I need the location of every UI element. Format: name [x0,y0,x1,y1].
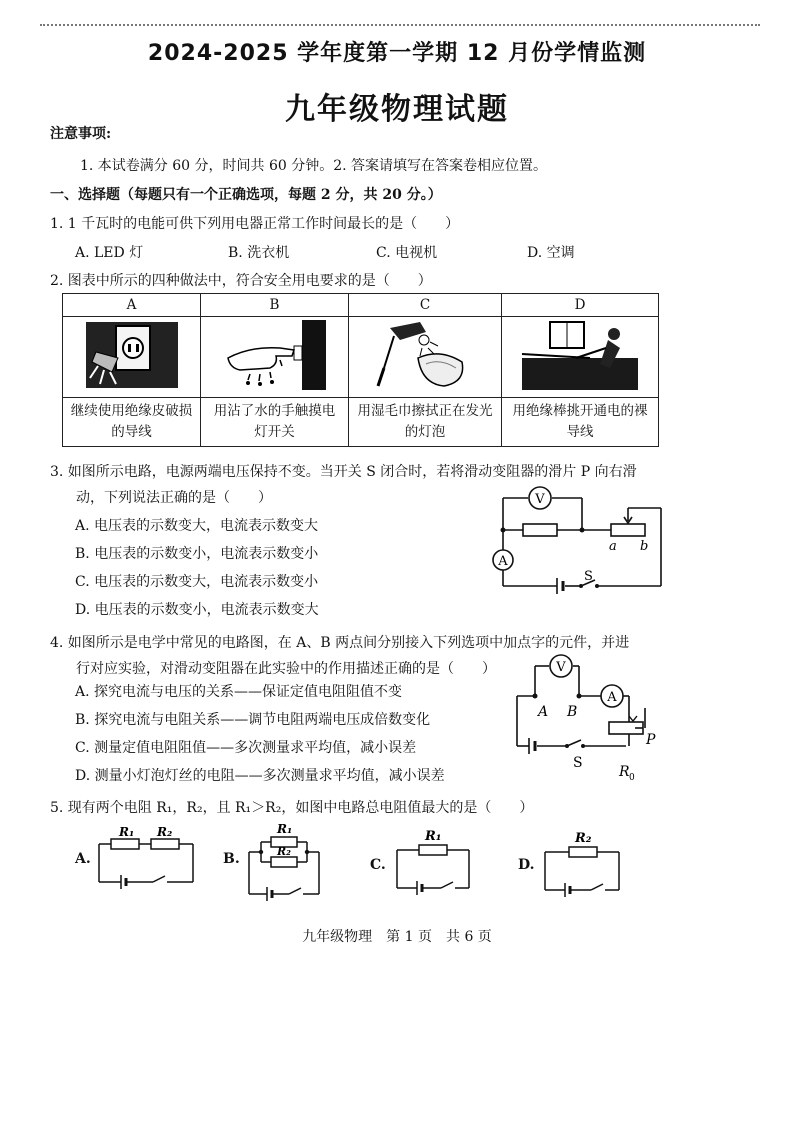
q2-caption-a: 继续使用绝缘皮破损 的导线 [63,398,201,447]
q5-option-c-label: C. [370,857,386,873]
notes-heading: 注意事项: [50,126,112,142]
q3-option-d: D. 电压表的示数变小，电流表示数变大 [75,602,319,618]
q5-option-d-label: D. [518,857,535,873]
q1-stem: 1. 1 千瓦时的电能可供下列用电器正常工作时间最长的是（ ） [50,216,460,232]
voltmeter-label: V [556,660,566,675]
q2-col-c: C [349,294,502,317]
q2-col-b: B [201,294,349,317]
q4-circuit-diagram [505,652,665,782]
q2-caption-d: 用绝缘棒挑开通电的裸 导线 [502,398,659,447]
q1-option-d: D. 空调 [527,245,575,261]
q5-option-b-label: B. [223,851,240,867]
q4-option-a: A. 探究电流与电压的关系——保证定值电阻阻值不变 [75,684,403,700]
q4-option-b: B. 探究电流与电阻关系——调节电阻两端电压成倍数变化 [75,712,431,728]
q4-stem-line2: 行对应实验，对滑动变阻器在此实验中的作用描述正确的是（ ） [76,661,496,677]
q5-option-a-label: A. [75,851,91,867]
q3-option-a: A. 电压表的示数变大，电流表示数变大 [75,518,319,534]
notes-text: 1. 本试卷满分 60 分，时间共 60 分钟。2. 答案请填写在答案卷相应位置。 [80,158,548,174]
q3-stem-line2: 动，下列说法正确的是（ ） [76,490,272,506]
q2-table [62,293,659,447]
wet-towel-bulb-illustration [370,318,480,392]
section1-heading: 一、选择题（每题只有一个正确选项，每题 2 分，共 20 分。） [50,187,442,203]
r0-subscript: 0 [629,773,635,782]
r1-label: R₁ [277,822,293,836]
r2-label: R₂ [575,831,592,846]
q2-caption-b: 用沾了水的手触摸电 灯开关 [201,398,349,447]
q2-image-b [201,317,349,398]
r2-label: R₂ [157,825,173,839]
wet-hand-switch-illustration [220,318,330,392]
q3-option-c: C. 电压表的示数变大，电流表示数变小 [75,574,319,590]
q2-image-a [63,317,201,398]
scan-edge-line [40,24,760,26]
r1-label: R₁ [425,829,442,844]
point-a-label: A [538,704,549,720]
q4-stem-line1: 4. 如图所示是电学中常见的电路图，在 A、B 两点间分别接入下列选项中加点字的元件，并进 [50,635,630,651]
q5-circuit-a [95,822,200,892]
q2-image-c [349,317,502,398]
rheostat-end-a: a [609,539,617,554]
insulated-rod-wire-illustration [520,318,640,392]
q1-option-a: A. LED 灯 [75,245,144,261]
r1-label: R₁ [119,825,135,839]
rheostat-end-b: b [640,539,649,554]
exam-title: 2024-2025 学年度第一学期 12 月份学情监测 [147,41,647,66]
q2-col-a: A [63,294,201,317]
ammeter-label: A [498,554,508,569]
q1-option-c: C. 电视机 [376,245,438,261]
q3-option-b: B. 电压表的示数变小，电流表示数变小 [75,546,319,562]
frayed-wire-socket-illustration [82,318,182,392]
ammeter-label: A [607,690,617,705]
q5-circuit-c [393,826,475,896]
switch-label: S [584,569,593,584]
q5-stem: 5. 现有两个电阻 R₁，R₂，且 R₁＞R₂，如图中电路总电阻值最大的是（ ） [50,800,534,816]
q4-option-d: D. 测量小灯泡灯丝的电阻——多次测量求平均值，减小误差 [75,768,445,784]
r2-label: R₂ [277,845,291,858]
q5-circuit-b [245,818,325,904]
point-b-label: B [567,704,578,720]
r0-label: R [619,764,630,780]
page-footer: 九年级物理 第 1 页 共 6 页 [302,929,492,945]
q5-circuit-d [541,828,625,898]
slider-p-label: P [646,732,656,748]
q2-caption-c: 用湿毛巾擦拭正在发光 的灯泡 [349,398,502,447]
q1-option-b: B. 洗衣机 [228,245,290,261]
q3-circuit-diagram [485,478,670,608]
voltmeter-label: V [535,492,545,507]
q3-stem-line1: 3. 如图所示电路，电源两端电压保持不变。当开关 S 闭合时，若将滑动变阻器的滑片 P 向右滑 [50,464,637,480]
q2-stem: 2. 图表中所示的四种做法中，符合安全用电要求的是（ ） [50,273,432,289]
exam-subtitle: 九年级物理试题 [285,92,509,127]
q2-image-d [502,317,659,398]
switch-label: S [573,755,583,771]
q2-col-d: D [502,294,659,317]
q4-option-c: C. 测量定值电阻阻值——多次测量求平均值，减小误差 [75,740,417,756]
